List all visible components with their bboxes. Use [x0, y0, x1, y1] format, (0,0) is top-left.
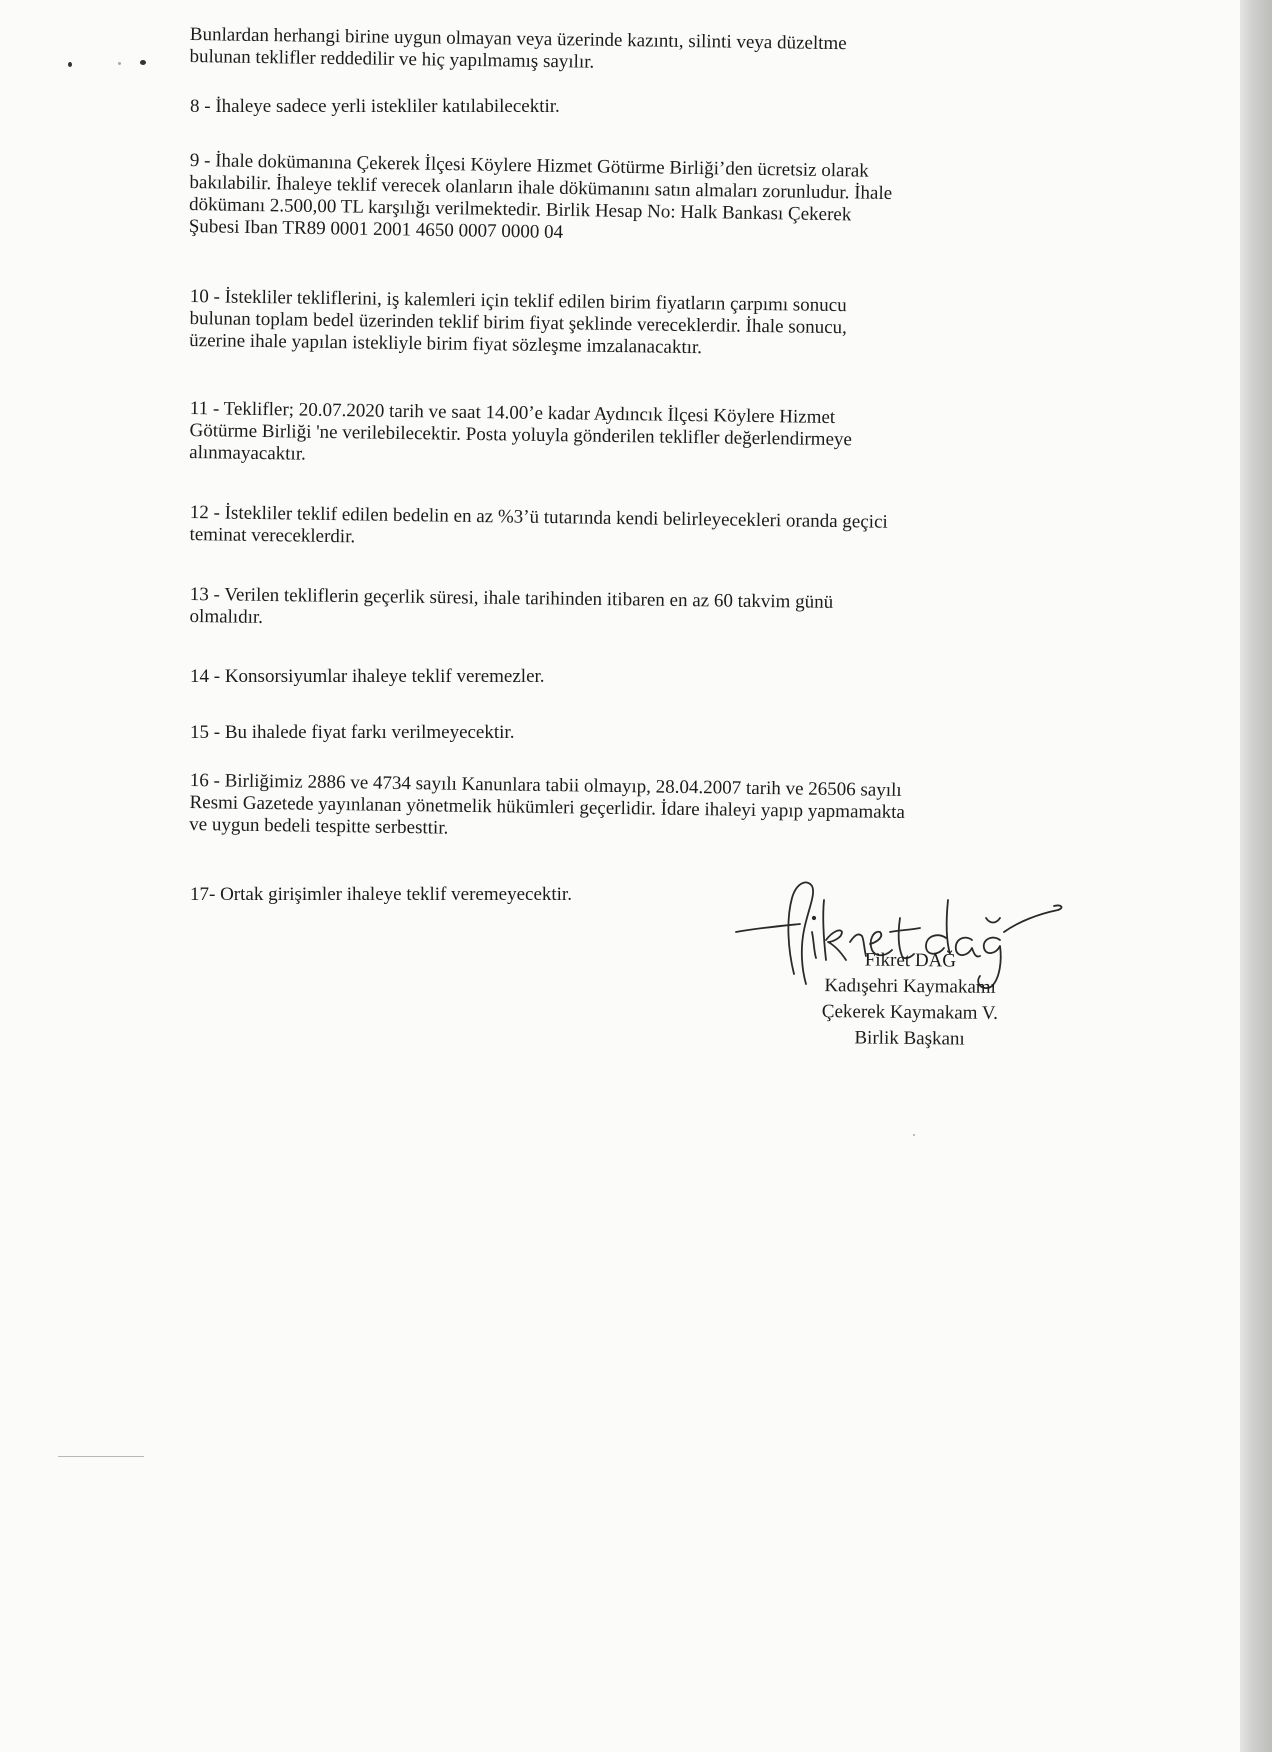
- paragraph-15: 15 - Bu ihalede fiyat farkı verilmeyecektir.: [190, 722, 515, 743]
- paragraph-11: 11 - Teklifler; 20.07.2020 tarih ve saat 14.00’e kadar Aydıncık İlçesi Köylere Hizmet Götürme Birliği 'ne verilebilecektir. Posta yoluyla gönderilen teklifler değerlendirmeye alınmayacaktır.: [189, 398, 853, 465]
- scan-speck: [913, 1134, 915, 1136]
- paragraph-9: 9 - İhale dokümanına Çekerek İlçesi Köylere Hizmet Götürme Birliği’den ücretsiz olarak bakılabilir. İhaleye teklif verecek olanların ihale dökümanını satın almaları zorunludur. İhale dökümanı 2.500,00 TL karşılığı verilmektedir. Birlik Hesap No: Halk Bankası Çekerek Şubesi Iban TR89 0001 2001 4650 0007 0000 04: [188, 150, 893, 243]
- paragraph-13: 13 - Verilen tekliflerin geçerlik süresi, ihale tarihinden itibaren en az 60 takvim günü olmalıdır.: [189, 584, 834, 628]
- paragraph-10: 10 - İstekliler tekliflerini, iş kalemleri için teklif edilen birim fiyatların çarpımı sonucu bulunan toplam bedel üzerinden teklif birim fiyat şeklinde vereceklerdir. İhale sonucu, üzerine ihale yapılan istekliyle birim fiyat sözleşme imzalanacaktır.: [189, 286, 848, 359]
- signatory-name: Fikret DAĞ: [864, 949, 957, 972]
- signatory-title-3: Birlik Başkanı: [854, 1027, 965, 1050]
- paragraph-17: 17- Ortak girişimler ihaleye teklif veremeyecektir.: [190, 884, 572, 905]
- signatory-title-2: Çekerek Kaymakam V.: [821, 1001, 999, 1024]
- paragraph-8: 8 - İhaleye sadece yerli istekliler katılabilecektir.: [190, 96, 560, 117]
- paragraph-intro: Bunlardan herhangi birine uygun olmayan veya üzerinde kazıntı, silinti veya düzeltme bulunan teklifler reddedilir ve hiç yapılmamış sayılır.: [189, 24, 847, 73]
- scan-speck: [140, 60, 146, 65]
- signature-block: [779, 947, 1040, 1054]
- scan-speck: [68, 62, 72, 67]
- scan-speck: [118, 62, 121, 65]
- paragraph-12: 12 - İstekliler teklif edilen bedelin en az %3’ü tutarında kendi belirleyecekleri oranda geçici teminat vereceklerdir.: [189, 502, 888, 548]
- scan-border: [1240, 0, 1272, 1752]
- signatory-title-1: Kadışehri Kaymakamı: [824, 975, 996, 998]
- paragraph-14: 14 - Konsorsiyumlar ihaleye teklif veremezler.: [190, 666, 545, 687]
- scan-line-mark: [58, 1456, 144, 1457]
- paragraph-16: 16 - Birliğimiz 2886 ve 4734 sayılı Kanunlara tabii olmayıp, 28.04.2007 tarih ve 26506 sayılı Resmi Gazetede yayınlanan yönetmelik hükümleri geçerlidir. İdare ihaleyi yapıp yapmamakta ve uygun bedeli tespitte serbesttir.: [189, 770, 906, 839]
